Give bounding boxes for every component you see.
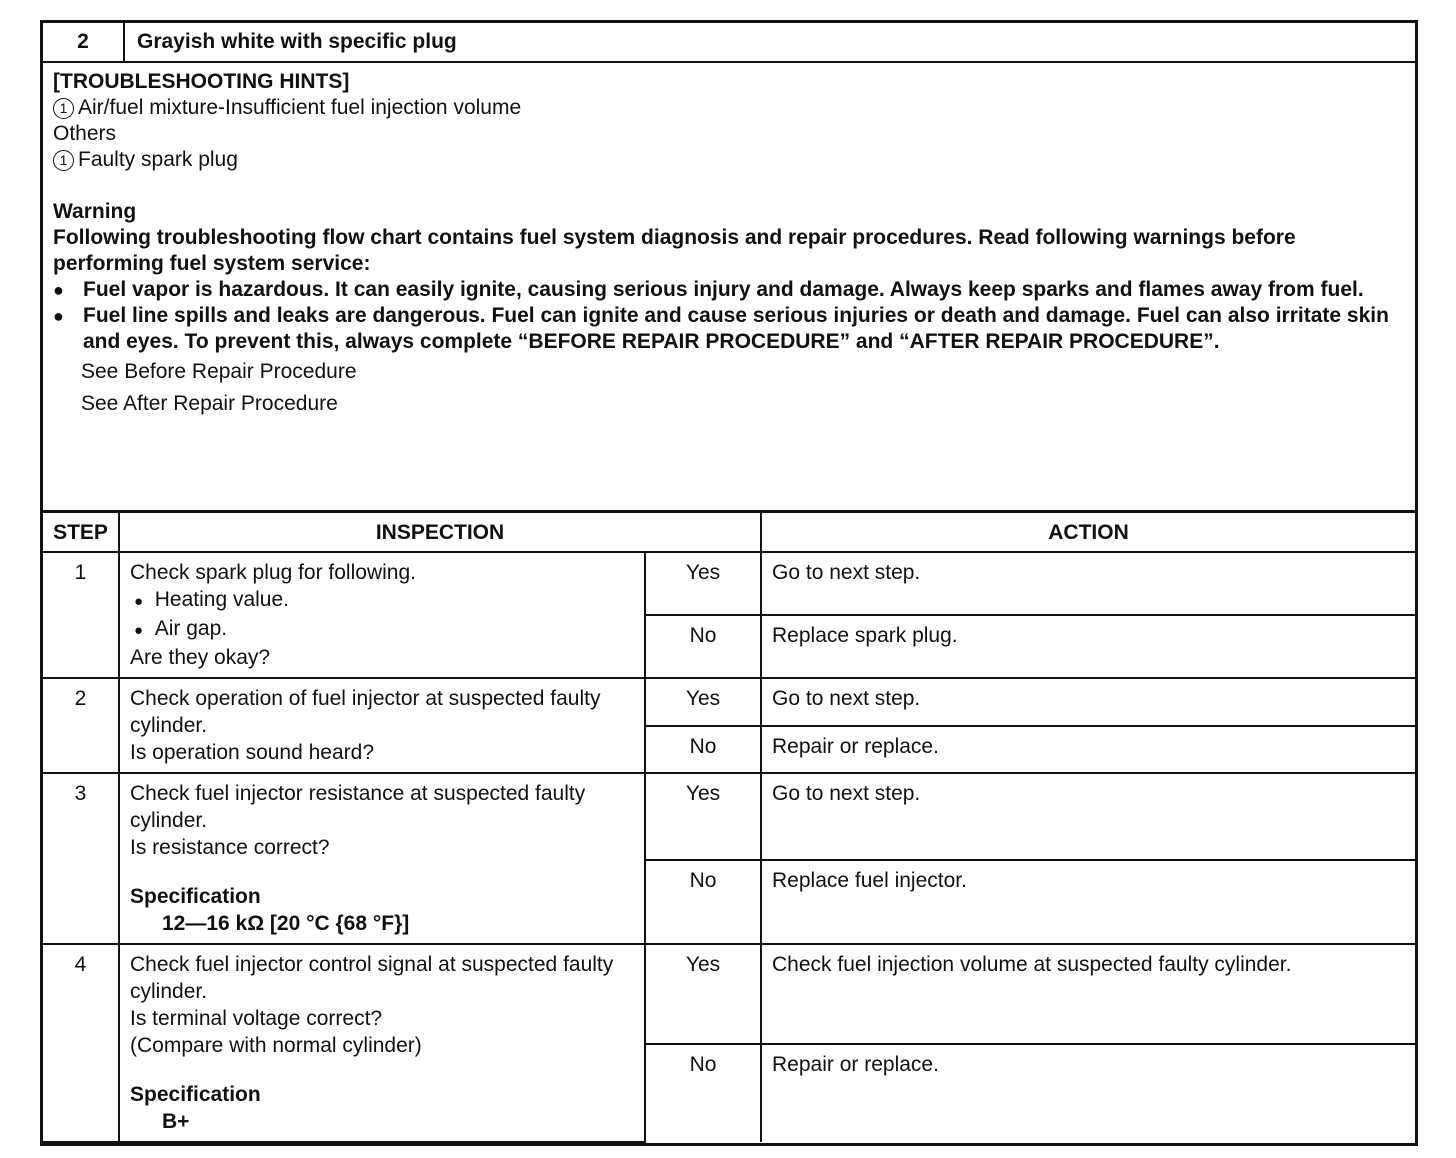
warning-intro: Following troubleshooting flow chart contains fuel system diagnosis and repair procedures. Read following warnings before performing fuel system service: — [53, 226, 1296, 275]
inspection-bullet-text: Heating value. — [154, 588, 289, 611]
inspection-bullet — [130, 615, 634, 644]
hint-text: Air/fuel mixture-Insufficient fuel injection volume — [78, 96, 522, 119]
no-action: Replace spark plug. — [761, 615, 1415, 678]
inspection-text: Check operation of fuel injector at suspected faulty cylinder. — [130, 687, 601, 737]
inspection-note: (Compare with normal cylinder) — [130, 1034, 422, 1057]
no-label: No — [645, 1044, 761, 1142]
bullet-icon: ● — [134, 593, 144, 610]
no-label: No — [645, 860, 761, 945]
yes-action: Go to next step. — [761, 552, 1415, 615]
specification-value: 12—16 kΩ [20 °C {68 °F}] — [162, 912, 410, 935]
table-row — [43, 773, 1415, 860]
circled-number: 1 — [53, 98, 74, 119]
no-label: No — [645, 615, 761, 678]
inspection-cell — [119, 678, 645, 773]
table-row — [43, 944, 1415, 1044]
bullet-icon: ● — [53, 306, 64, 326]
hints-heading: [TROUBLESHOOTING HINTS] — [53, 70, 350, 93]
step-number: 4 — [43, 944, 119, 1142]
bullet-icon: ● — [53, 280, 64, 300]
warning-bullet — [53, 303, 1405, 355]
see-before-repair-link[interactable]: See Before Repair Procedure — [81, 360, 357, 383]
symptom-header — [43, 23, 1415, 63]
no-action: Repair or replace. — [761, 1044, 1415, 1142]
inspection-cell — [119, 552, 645, 678]
hint-item — [53, 95, 1405, 121]
yes-label: Yes — [645, 678, 761, 726]
inspection-text: Check fuel injector control signal at suspected faulty cylinder. — [130, 953, 614, 1003]
yes-label: Yes — [645, 944, 761, 1044]
no-action: Repair or replace. — [761, 726, 1415, 774]
yes-action: Check fuel injection volume at suspected faulty cylinder. — [761, 944, 1415, 1044]
column-header-inspection: INSPECTION — [119, 513, 761, 552]
bullet-icon: ● — [134, 622, 144, 639]
specification-value: B+ — [162, 1110, 190, 1133]
specification-label: Specification — [130, 1083, 261, 1106]
no-label: No — [645, 726, 761, 774]
hint-item — [53, 147, 1405, 173]
inspection-cell — [119, 773, 645, 944]
table-header-row — [43, 513, 1415, 552]
inspection-bullet-text: Air gap. — [154, 617, 228, 640]
others-label: Others — [53, 122, 117, 145]
inspection-text: Check fuel injector resistance at suspected faulty cylinder. — [130, 782, 586, 832]
no-action: Replace fuel injector. — [761, 860, 1415, 945]
inspection-question: Is operation sound heard? — [130, 741, 375, 764]
warning-bullet — [53, 277, 1405, 303]
column-header-action: ACTION — [761, 513, 1415, 552]
yes-action: Go to next step. — [761, 773, 1415, 860]
inspection-bullet — [130, 586, 634, 615]
specification-label: Specification — [130, 885, 261, 908]
column-header-step: STEP — [43, 513, 119, 552]
inspection-question: Are they okay? — [130, 646, 271, 669]
step-number: 1 — [43, 552, 119, 678]
warning-bullet-text: Fuel vapor is hazardous. It can easily ignite, causing serious injury and damage. Always keep sparks and flames away from fuel. — [83, 278, 1364, 301]
symptom-number: 2 — [43, 23, 125, 61]
inspection-question: Is terminal voltage correct? — [130, 1007, 383, 1030]
yes-label: Yes — [645, 552, 761, 615]
warning-bullet-text: Fuel line spills and leaks are dangerous. Fuel can ignite and cause serious injuries or death and damage. Fuel can also irritate skin and eyes. To prevent this, always complete “BEFORE REPAIR PROCEDURE” and “AFTER REPAIR PROCEDURE”. — [83, 304, 1389, 353]
table-row — [43, 552, 1415, 615]
yes-action: Go to next step. — [761, 678, 1415, 726]
warning-title: Warning — [53, 200, 137, 223]
table-row — [43, 678, 1415, 726]
circled-number: 1 — [53, 150, 74, 171]
inspection-table — [43, 513, 1415, 1143]
troubleshooting-hints — [43, 63, 1415, 513]
inspection-cell — [119, 944, 645, 1142]
step-number: 3 — [43, 773, 119, 944]
hint-text: Faulty spark plug — [78, 148, 238, 171]
yes-label: Yes — [645, 773, 761, 860]
symptom-title: Grayish white with specific plug — [137, 30, 457, 53]
inspection-question: Is resistance correct? — [130, 836, 330, 859]
troubleshooting-document — [40, 20, 1418, 1146]
step-number: 2 — [43, 678, 119, 773]
see-after-repair-link[interactable]: See After Repair Procedure — [81, 392, 338, 415]
inspection-text: Check spark plug for following. — [130, 561, 416, 584]
